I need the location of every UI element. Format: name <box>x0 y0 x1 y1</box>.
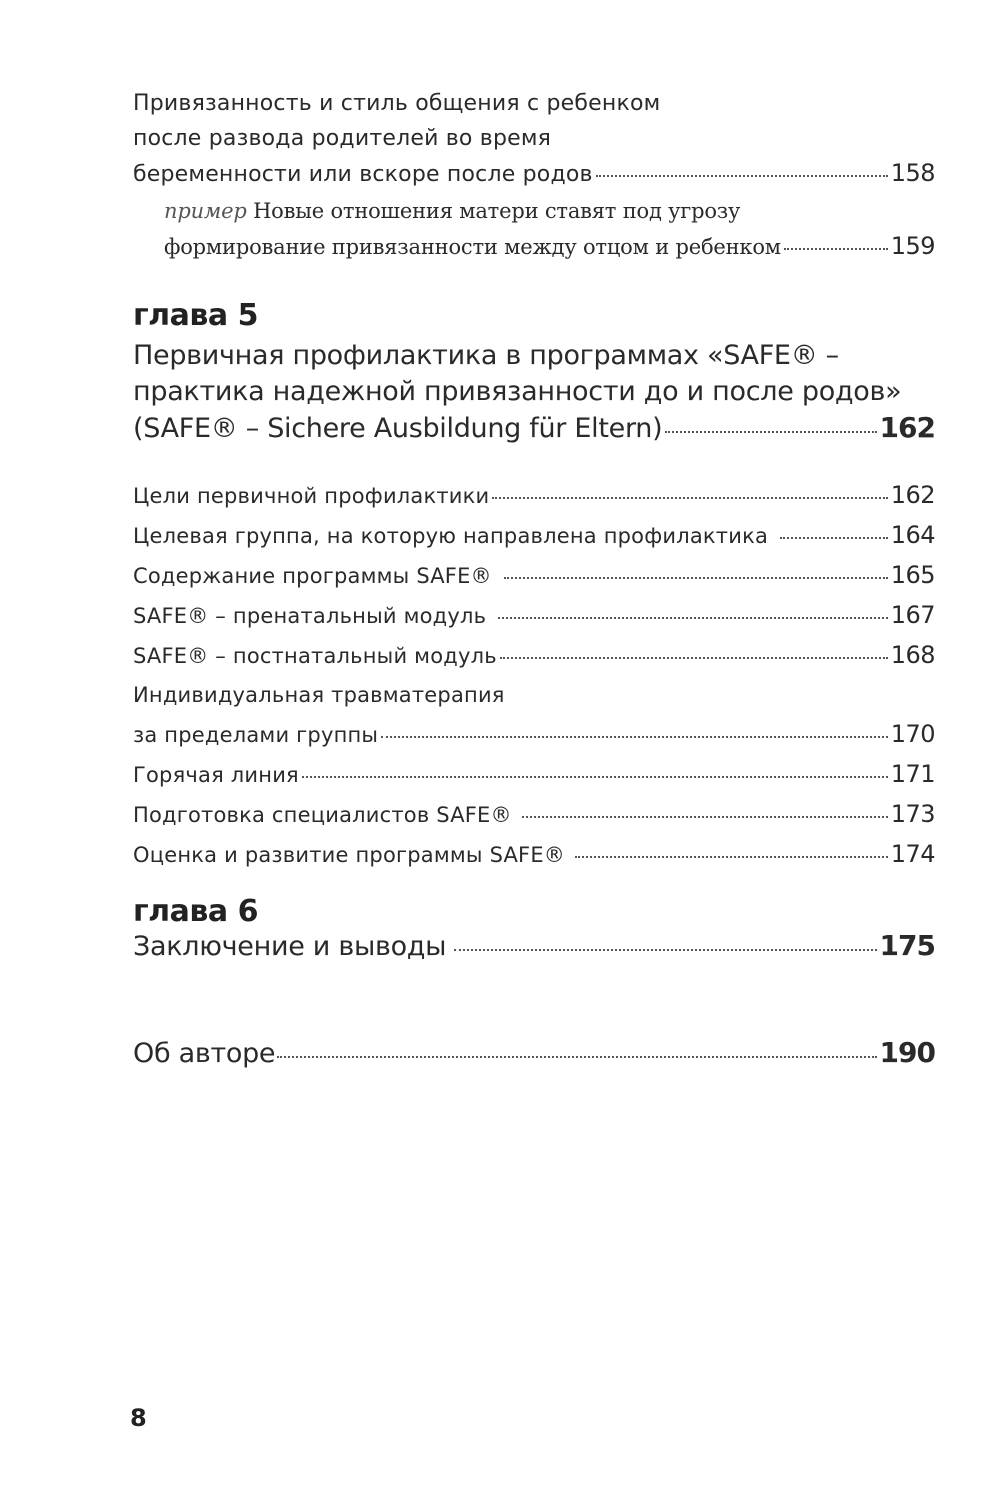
dot-leader <box>504 577 888 579</box>
chapter-title-line: (SAFE® – Sichere Ausbildung für Eltern) <box>133 413 663 444</box>
toc-entry[interactable] <box>133 476 935 516</box>
entry-title: Целевая группа, на которую направлена профилактика <box>133 524 769 548</box>
dot-leader <box>665 431 876 433</box>
entry-line: беременности или вскоре после родов <box>133 162 593 187</box>
entry-page-number: 159 <box>890 232 935 260</box>
toc-entry-example[interactable] <box>164 194 935 265</box>
entry-title: Оценка и развитие программы SAFE® <box>133 843 566 867</box>
entry-page-number: 170 <box>890 720 935 748</box>
dot-leader <box>522 816 888 818</box>
dot-leader <box>454 949 876 951</box>
dot-leader <box>500 657 888 659</box>
entry-title: Горячая линия <box>133 763 299 787</box>
entry-line: Привязанность и стиль общения с ребенком <box>133 91 661 116</box>
entry-page-number: 164 <box>890 521 935 549</box>
example-label: пример <box>164 199 247 223</box>
entry-title: Подготовка специалистов SAFE® <box>133 803 512 827</box>
dot-leader <box>498 617 887 619</box>
dot-leader <box>277 1056 876 1058</box>
dot-leader <box>784 248 888 250</box>
entry-page-number: 168 <box>890 641 935 669</box>
dot-leader <box>302 776 888 778</box>
chapter-title-line: практика надежной привязанности до и после родов» <box>133 376 902 407</box>
toc-entry[interactable] <box>133 835 935 875</box>
entry-title: Индивидуальная травматерапия <box>133 683 505 707</box>
entry-page-number: 158 <box>890 159 935 187</box>
toc-entry[interactable] <box>133 676 935 755</box>
toc-entry[interactable] <box>133 556 935 596</box>
entry-title: за пределами группы <box>133 723 379 747</box>
dot-leader <box>575 856 888 858</box>
entry-page-number: 171 <box>890 760 935 788</box>
chapter-page-number: 162 <box>879 411 935 444</box>
about-author-title: Об авторе <box>133 1038 276 1069</box>
about-author-entry[interactable] <box>133 1036 935 1069</box>
chapter-5-entries <box>133 476 935 875</box>
chapter-5-label: глава 5 <box>133 298 258 333</box>
chapter-5-title[interactable] <box>133 338 935 447</box>
chapter-title-line: Первичная профилактика в программах «SAFE® – <box>133 340 839 371</box>
entry-title: Цели первичной профилактики <box>133 484 490 508</box>
entry-title: SAFE® – постнатальный модуль <box>133 644 497 668</box>
example-line: формирование привязанности между отцом и ребенком <box>164 235 781 259</box>
entry-line: после развода родителей во время <box>133 126 552 151</box>
dot-leader <box>492 497 887 499</box>
about-author-page-number: 190 <box>879 1036 935 1069</box>
toc-entry[interactable] <box>133 596 935 636</box>
chapter-title-line: Заключение и выводы <box>133 931 447 962</box>
example-line: Новые отношения матери ставят под угрозу <box>253 199 741 223</box>
page-number: 8 <box>130 1404 147 1432</box>
entry-page-number: 165 <box>890 561 935 589</box>
dot-leader <box>780 537 888 539</box>
chapter-page-number: 175 <box>879 929 935 962</box>
entry-page-number: 167 <box>890 601 935 629</box>
toc-entry[interactable] <box>133 516 935 556</box>
toc-entry[interactable] <box>133 755 935 795</box>
chapter-6-title[interactable] <box>133 929 935 962</box>
entry-page-number: 174 <box>890 840 935 868</box>
entry-title: Содержание программы SAFE® <box>133 564 492 588</box>
entry-page-number: 173 <box>890 800 935 828</box>
toc-entry[interactable] <box>133 636 935 676</box>
toc-entry-attachment-divorce[interactable] <box>133 86 935 192</box>
entry-title: SAFE® – пренатальный модуль <box>133 604 487 628</box>
dot-leader <box>596 175 888 177</box>
chapter-6-label: глава 6 <box>133 894 258 929</box>
toc-page <box>133 0 935 1509</box>
entry-page-number: 162 <box>890 481 935 509</box>
toc-entry[interactable] <box>133 795 935 835</box>
dot-leader <box>381 736 887 738</box>
